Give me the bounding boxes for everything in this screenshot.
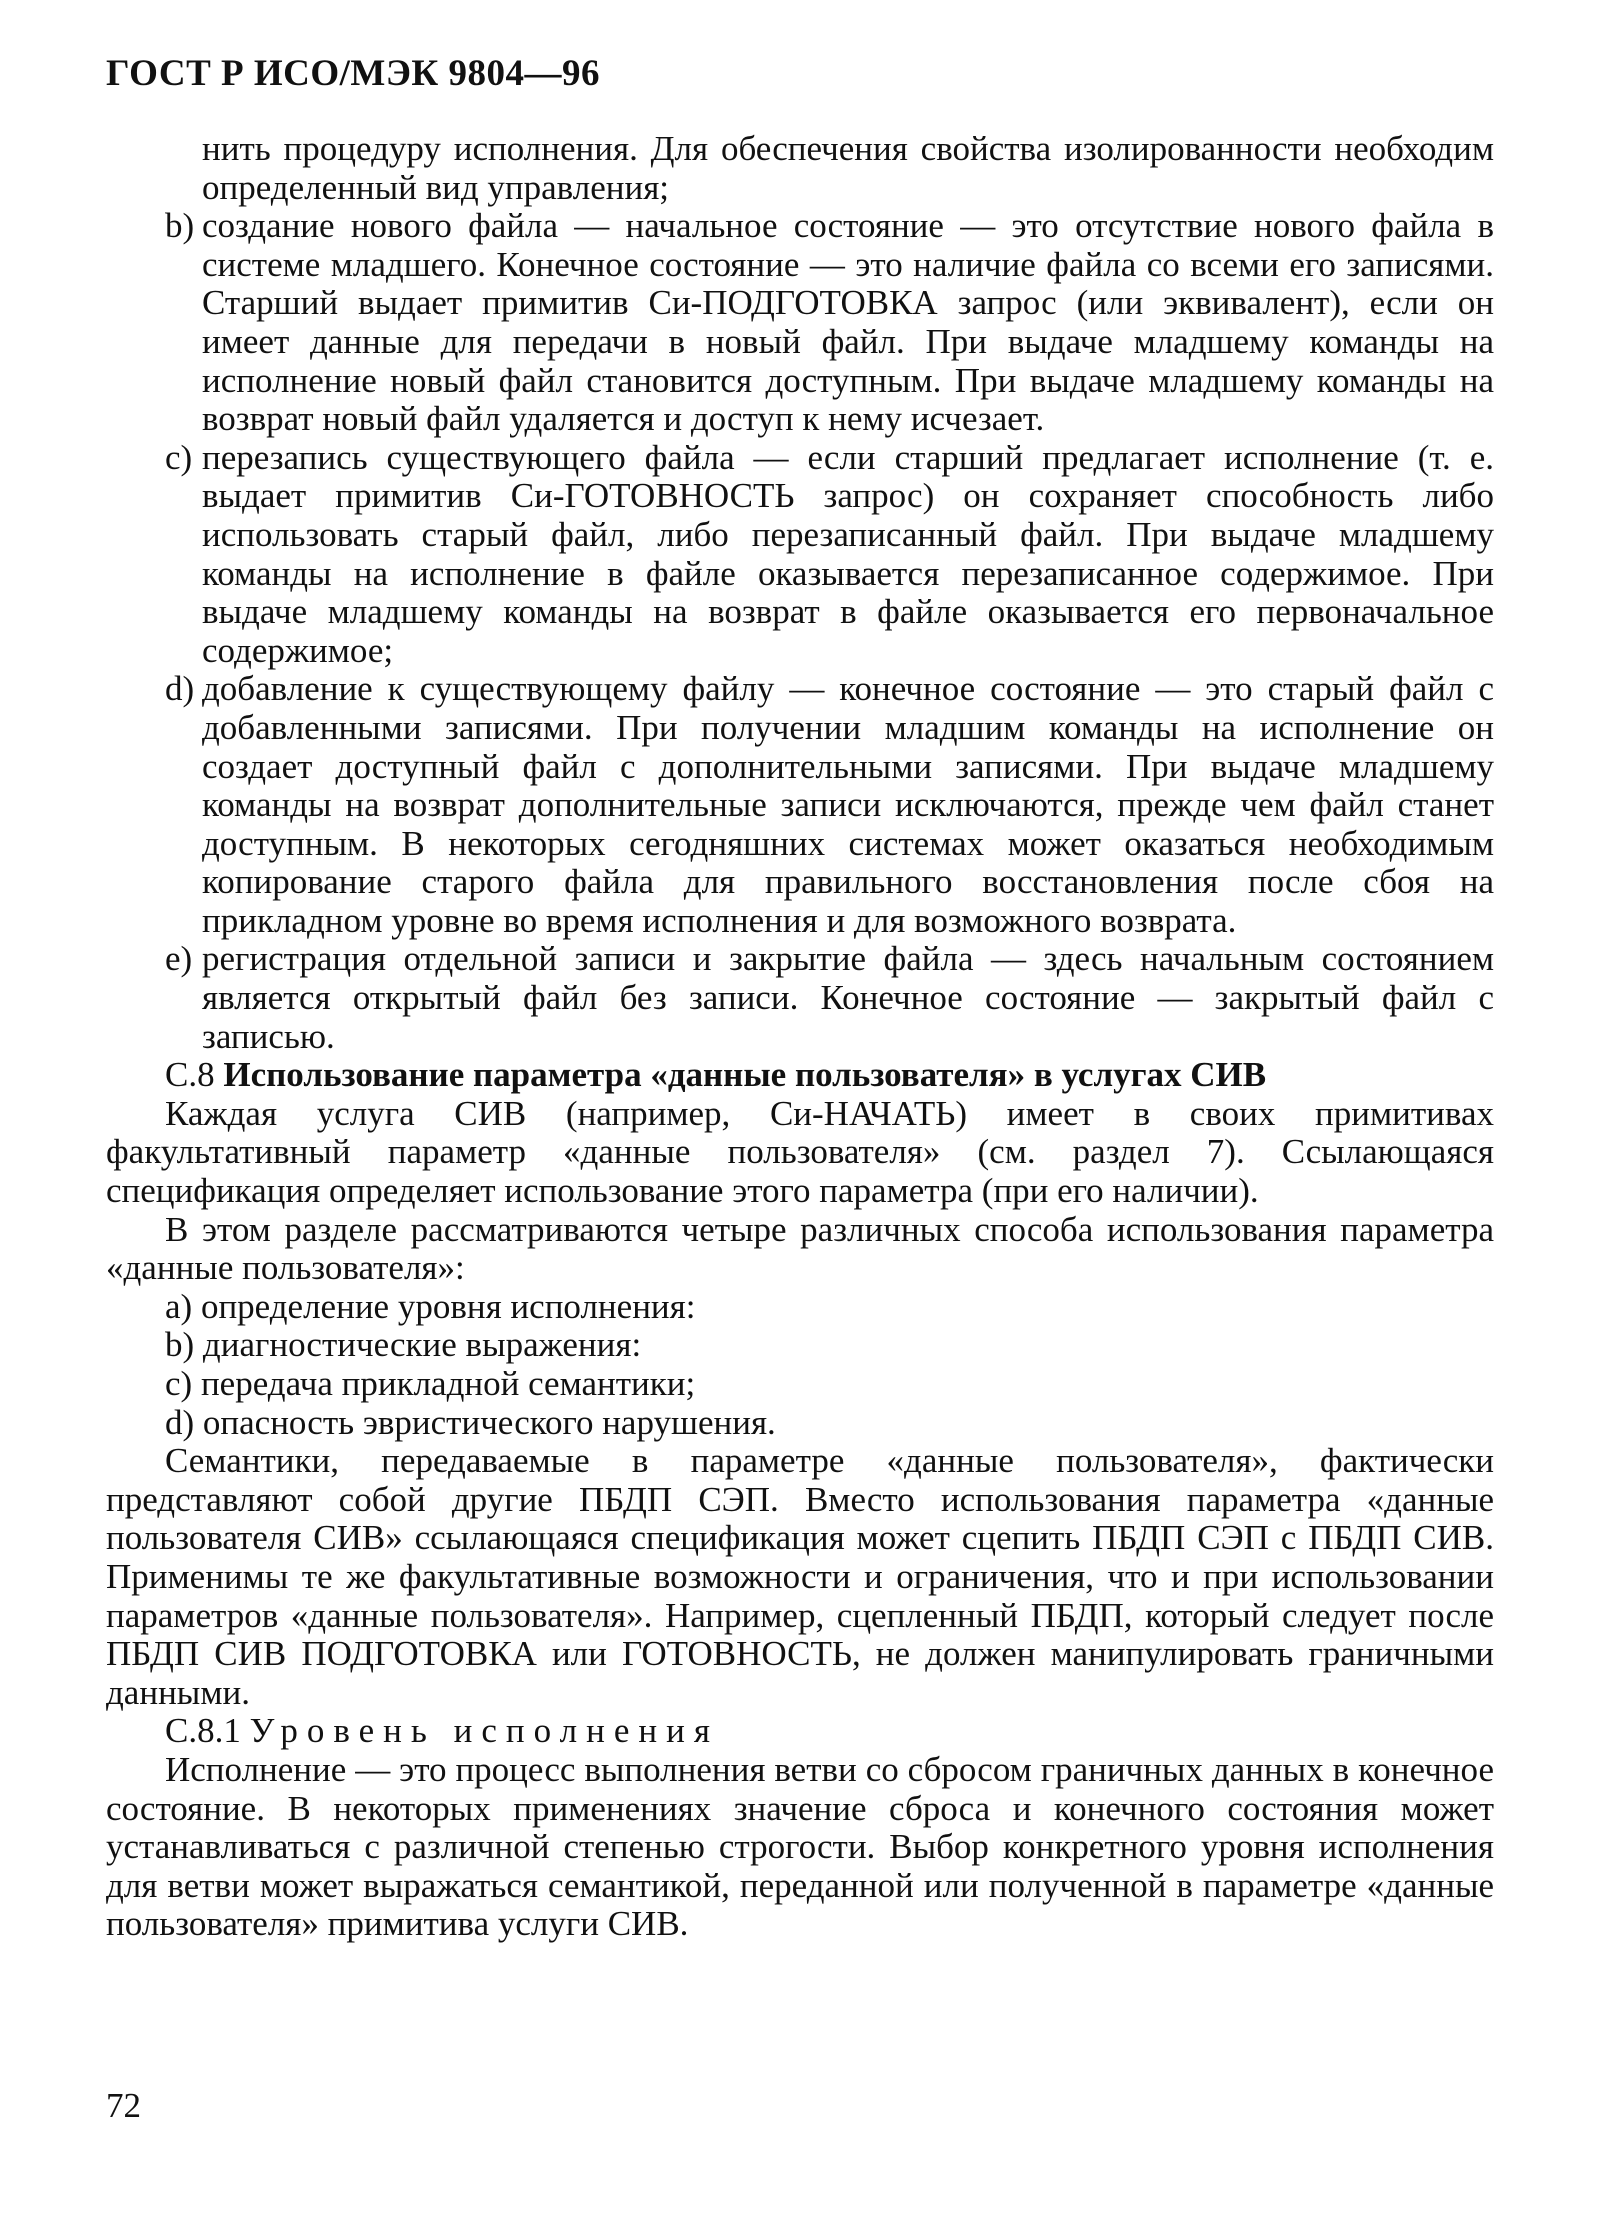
paragraph: Каждая услуга СИВ (например, Си-НАЧАТЬ) имеет в своих примитивах факультативный параметр «данные пользователя» (см. раздел 7). Ссылающаяся спецификация определяет использование этого параметра (при его наличии). xyxy=(106,1093,1494,1211)
list-item-text: создание нового файла — начальное состояние — это отсутствие нового файла в системе младшего. Конечное состояние — это наличие файла со всеми его записями. Старший выдает примитив Си-ПОДГОТОВКА запрос (или эквивалент), если он имеет данные для передачи в новый файл. При выдаче младшему команды на исполнение новый файл становится доступным. При выдаче младшему команды на возврат новый файл удаляется и доступ к нему исчезает. xyxy=(202,206,1494,439)
document-header: ГОСТ Р ИСО/МЭК 9804—96 xyxy=(106,53,601,94)
section-heading-c8 xyxy=(106,1056,1494,1095)
section-title: Использование параметра «данные пользователя» в услугах СИВ xyxy=(223,1055,1267,1095)
list-item-d xyxy=(106,670,1494,940)
list-marker: e) xyxy=(165,939,193,979)
list-item-text: регистрация отдельной записи и закрытие файла — здесь начальным состоянием является открытый файл без записи. Конечное состояние — закрытый файл с записью. xyxy=(202,939,1494,1056)
section-title: Уровень исполнения xyxy=(249,1711,719,1751)
section-number: С.8.1 xyxy=(165,1711,241,1751)
list-item-text: перезапись существующего файла — если старший предлагает исполнение (т. е. выдает примитив Си-ГОТОВНОСТЬ запрос) он сохраняет способность либо использовать старый файл, либо перезаписанный файл. При выдаче младшему команды на исполнение в файле оказывается перезаписанное содержимое. При выдаче младшему команды на возврат в файле оказывается его первоначальное содержимое; xyxy=(202,437,1494,670)
list-marker: c) xyxy=(165,437,193,477)
way-item: а) определение уровня исполнения: xyxy=(165,1286,696,1326)
paragraph: Семантики, передаваемые в параметре «данные пользователя», фактически представляют собой другие ПБДП СЭП. Вместо использования параметра «данные пользователя СИВ» ссылающаяся спецификация может сцепить ПБДП СЭП с ПБДП СИВ. Применимы те же факультативные возможности и ограничения, что и при использовании параметров «данные пользователя». Например, сцепленный ПБДП, который следует после ПБДП СИВ ПОДГОТОВКА или ГОТОВНОСТЬ, не должен манипулировать граничными данными. xyxy=(106,1441,1494,1712)
way-item: c) передача прикладной семантики; xyxy=(165,1364,696,1403)
section-number: С.8 xyxy=(165,1055,215,1095)
list-item-b xyxy=(106,207,1494,439)
list-item-c xyxy=(106,439,1494,671)
paragraph: Исполнение — это процесс выполнения ветви со сбросом граничных данных в конечное состояние. В некоторых применениях значение сброса и конечного состояния может устанавливаться с различной степенью строгости. Выбор конкретного уровня исполнения для ветви может выражаться семантикой, переданной или полученной в параметре «данные пользователя» примитива услуги СИВ. xyxy=(106,1749,1494,1944)
list-marker: d) xyxy=(165,669,195,709)
list-item-text: добавление к существующему файлу — конечное состояние — это старый файл с добавленными записями. При получении младшим команды на исполнение он создает доступный файл с дополнительными записями. При выдаче младшему команды на возврат дополнительные записи исключаются, прежде чем файл станет доступным. В некоторых сегодняшних системах может оказаться необходимым копирование старого файла для правильного восстановления после сбоя на прикладном уровне во время исполнения и для возможного возврата. xyxy=(202,669,1494,940)
page-number: 72 xyxy=(106,2086,141,2125)
section-heading-c81 xyxy=(106,1712,1494,1751)
paragraph: В этом разделе рассматриваются четыре различных способа использования параметра «данные пользователя»: xyxy=(106,1209,1494,1288)
list-item-e xyxy=(106,940,1494,1056)
list-marker: b) xyxy=(165,206,195,246)
way-item: b) диагностические выражения: xyxy=(165,1325,642,1365)
way-item: d) опасность эвристического нарушения. xyxy=(165,1402,776,1442)
intro-paragraph: нить процедуру исполнения. Для обеспечения свойства изолированности необходим определенный вид управления; xyxy=(202,129,1494,207)
document-body xyxy=(106,130,1494,1944)
